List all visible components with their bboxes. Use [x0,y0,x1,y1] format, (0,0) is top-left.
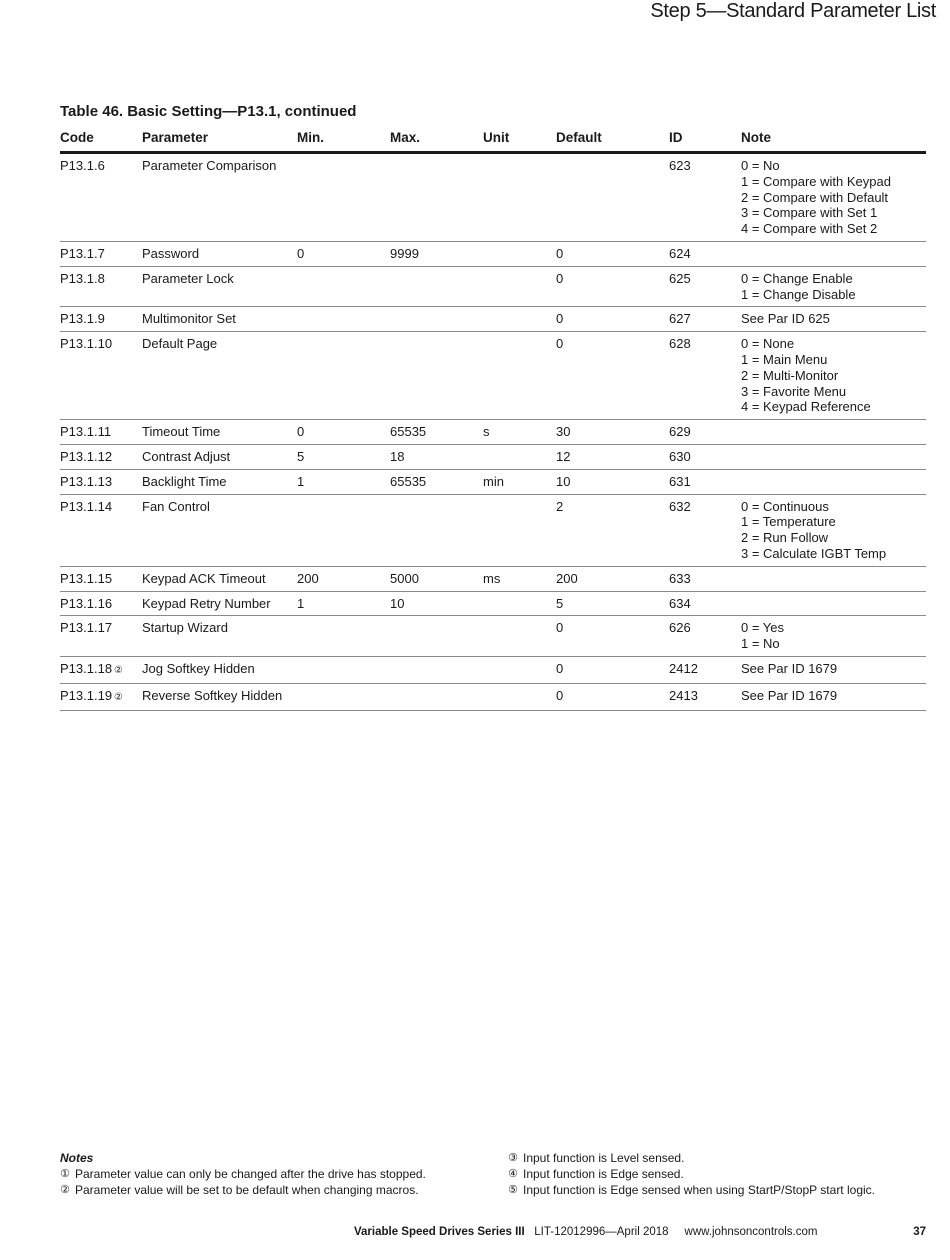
column-header-max: Max. [390,128,483,153]
cell-code [60,683,142,710]
cell-min: 0 [297,420,390,445]
cell-note [741,241,926,266]
note-line: See Par ID 1679 [741,687,838,703]
cell-id: 626 [669,616,741,657]
cell-id: 627 [669,307,741,332]
cell-code [60,566,142,591]
cell-parameter: Jog Softkey Hidden [142,656,297,683]
note-text: Parameter value can only be changed after the drive has stopped. [75,1167,426,1181]
table-header-row [60,128,926,153]
cell-default: 0 [556,656,669,683]
note-line: 3 = Favorite Menu [741,383,847,399]
cell-min [297,307,390,332]
cell-max: 65535 [390,420,483,445]
note-line: 0 = No [741,158,780,173]
footnote-marker: ② [114,691,124,703]
note-line: 3 = Calculate IGBT Temp [741,545,887,561]
column-header-id: ID [669,128,741,153]
cell-code [60,307,142,332]
cell-default: 0 [556,332,669,420]
cell-unit [483,494,556,566]
cell-default: 2 [556,494,669,566]
cell-note [741,307,926,332]
note-item [508,1182,928,1198]
table-row [60,683,926,710]
cell-min [297,616,390,657]
note-line: 4 = Compare with Set 2 [741,221,878,237]
cell-unit [483,683,556,710]
cell-code [60,153,142,242]
cell-id: 631 [669,469,741,494]
note-text: Input function is Level sensed. [523,1151,685,1165]
cell-parameter: Password [142,241,297,266]
note-text: Input function is Edge sensed when using StartP/StopP start logic. [523,1183,875,1197]
cell-min: 5 [297,444,390,469]
note-marker: ② [60,1184,70,1196]
cell-default: 0 [556,683,669,710]
cell-default: 30 [556,420,669,445]
cell-default: 0 [556,266,669,307]
cell-id: 630 [669,444,741,469]
table-row [60,616,926,657]
cell-parameter: Keypad Retry Number [142,591,297,616]
cell-id: 624 [669,241,741,266]
cell-parameter: Parameter Comparison [142,153,297,242]
cell-default: 200 [556,566,669,591]
note-line: 1 = Main Menu [741,351,828,367]
notes-right [508,1150,928,1198]
cell-unit [483,444,556,469]
cell-note [741,566,926,591]
cell-max [390,153,483,242]
table-row [60,332,926,420]
cell-note [741,266,926,307]
cell-id: 629 [669,420,741,445]
note-text: Input function is Edge sensed. [523,1167,684,1181]
cell-code [60,241,142,266]
cell-unit [483,332,556,420]
cell-min [297,153,390,242]
footnote-marker: ② [114,664,124,676]
cell-note [741,683,926,710]
cell-id: 623 [669,153,741,242]
cell-unit [483,307,556,332]
cell-min [297,332,390,420]
cell-max [390,307,483,332]
note-line: See Par ID 1679 [741,660,838,676]
cell-max [390,266,483,307]
table-row [60,566,926,591]
cell-max [390,494,483,566]
table-row [60,420,926,445]
note-line: 2 = Compare with Default [741,189,889,205]
cell-default: 0 [556,307,669,332]
cell-min: 0 [297,241,390,266]
footer-doc-number: LIT-12012996—April 2018 [534,1226,669,1238]
notes-heading: Notes [60,1151,94,1165]
cell-id: 633 [669,566,741,591]
cell-max: 65535 [390,469,483,494]
cell-code [60,591,142,616]
cell-note [741,494,926,566]
page-header-title: Step 5—Standard Parameter List [650,0,936,22]
note-marker: ③ [508,1152,518,1164]
cell-max [390,683,483,710]
cell-id: 2413 [669,683,741,710]
cell-code [60,266,142,307]
note-line: 2 = Run Follow [741,530,829,546]
parameter-table [60,128,926,711]
code-text: P13.1.15 [60,570,113,586]
cell-id: 632 [669,494,741,566]
note-item [508,1166,928,1182]
cell-unit [483,266,556,307]
table-row [60,494,926,566]
cell-max: 10 [390,591,483,616]
cell-unit [483,241,556,266]
table-body [60,153,926,711]
table-row [60,591,926,616]
cell-unit: min [483,469,556,494]
cell-unit [483,591,556,616]
cell-code [60,656,142,683]
cell-parameter: Fan Control [142,494,297,566]
cell-max [390,332,483,420]
cell-id: 634 [669,591,741,616]
cell-max: 5000 [390,566,483,591]
code-text: P13.1.18 [60,660,113,676]
cell-min: 200 [297,566,390,591]
cell-note [741,444,926,469]
table-row [60,153,926,242]
column-header-min: Min. [297,128,390,153]
code-text: P13.1.11 [60,424,112,440]
cell-default: 0 [556,241,669,266]
cell-max: 18 [390,444,483,469]
cell-unit: ms [483,566,556,591]
note-line: 0 = Yes [741,620,785,636]
cell-parameter: Contrast Adjust [142,444,297,469]
note-marker: ① [60,1168,70,1180]
note-marker: ④ [508,1168,518,1180]
code-text: P13.1.19 [60,687,113,703]
code-text: P13.1.12 [60,448,113,464]
cell-min [297,494,390,566]
cell-id: 625 [669,266,741,307]
cell-note [741,420,926,445]
code-text: P13.1.6 [60,158,105,173]
note-line: 1 = No [741,636,780,652]
cell-id: 2412 [669,656,741,683]
note-line: 1 = Temperature [741,514,836,530]
cell-parameter: Keypad ACK Timeout [142,566,297,591]
cell-unit [483,616,556,657]
cell-code [60,420,142,445]
note-line: See Par ID 625 [741,311,830,327]
cell-min [297,656,390,683]
cell-note [741,616,926,657]
cell-unit [483,153,556,242]
notes-left [60,1150,490,1198]
code-text: P13.1.9 [60,311,105,327]
cell-note [741,153,926,242]
cell-id: 628 [669,332,741,420]
cell-code [60,332,142,420]
column-header-code: Code [60,128,142,153]
column-header-default: Default [556,128,669,153]
cell-default: 0 [556,616,669,657]
note-line: 4 = Keypad Reference [741,399,871,415]
cell-default: 12 [556,444,669,469]
footer-url: www.johnsoncontrols.com [684,1226,818,1238]
cell-parameter: Multimonitor Set [142,307,297,332]
code-text: P13.1.16 [60,595,113,611]
table-row [60,656,926,683]
cell-default: 10 [556,469,669,494]
cell-note [741,469,926,494]
table-row [60,241,926,266]
note-line: 0 = Change Enable [741,270,853,286]
cell-min [297,683,390,710]
cell-max [390,656,483,683]
cell-note [741,332,926,420]
cell-min [297,266,390,307]
page-number: 37 [913,1226,926,1238]
table-row [60,444,926,469]
code-text: P13.1.13 [60,473,113,489]
column-header-unit: Unit [483,128,556,153]
cell-parameter: Backlight Time [142,469,297,494]
cell-min: 1 [297,469,390,494]
cell-parameter: Parameter Lock [142,266,297,307]
cell-code [60,616,142,657]
table-row [60,266,926,307]
column-header-note: Note [741,128,926,153]
table-row [60,469,926,494]
cell-min: 1 [297,591,390,616]
note-line: 3 = Compare with Set 1 [741,205,878,221]
footer-series: Variable Speed Drives Series III [354,1226,525,1238]
cell-code [60,469,142,494]
code-text: P13.1.8 [60,270,105,286]
note-line: 1 = Compare with Keypad [741,173,891,189]
table-row [60,307,926,332]
cell-note [741,656,926,683]
note-line: 0 = None [741,336,795,352]
cell-parameter: Reverse Softkey Hidden [142,683,297,710]
cell-default [556,153,669,242]
column-header-parameter: Parameter [142,128,297,153]
note-item [508,1150,928,1166]
cell-max [390,616,483,657]
footer-info [354,1226,817,1238]
cell-parameter: Timeout Time [142,420,297,445]
cell-max: 9999 [390,241,483,266]
note-line: 0 = Continuous [741,498,829,514]
note-text: Parameter value will be set to be default when changing macros. [75,1183,419,1197]
note-marker: ⑤ [508,1184,518,1196]
cell-unit [483,656,556,683]
code-text: P13.1.14 [60,498,113,514]
cell-code [60,444,142,469]
cell-unit: s [483,420,556,445]
cell-default: 5 [556,591,669,616]
cell-parameter: Startup Wizard [142,616,297,657]
note-item [60,1166,490,1182]
cell-parameter: Default Page [142,332,297,420]
code-text: P13.1.17 [60,620,113,636]
table-title: Table 46. Basic Setting—P13.1, continued [60,103,357,120]
cell-note [741,591,926,616]
code-text: P13.1.10 [60,336,113,352]
note-line: 1 = Change Disable [741,286,856,302]
code-text: P13.1.7 [60,245,105,261]
note-item [60,1182,490,1198]
cell-code [60,494,142,566]
note-line: 2 = Multi-Monitor [741,367,839,383]
